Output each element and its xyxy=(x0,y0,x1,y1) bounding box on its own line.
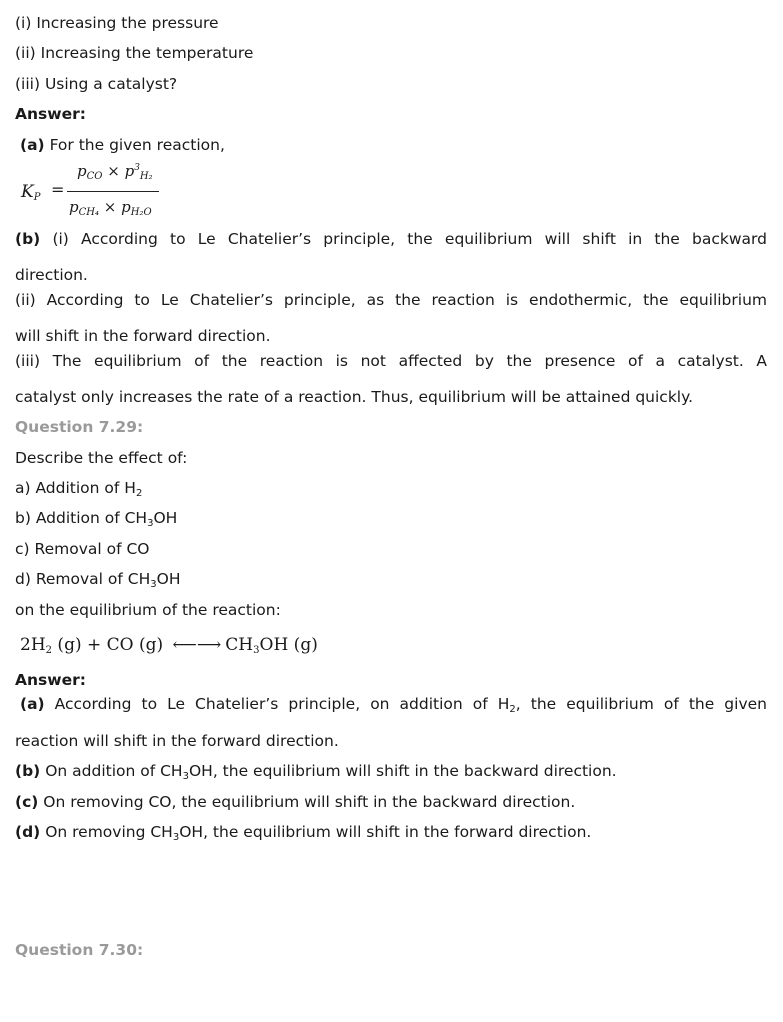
answer-ii-line2: will shift in the forward direction. xyxy=(15,327,271,346)
reaction-equation: $2H_2$ (g) + CO (g) ⟵⟶ $CH_3OH$ (g) xyxy=(15,625,767,665)
label-c-2: (c) xyxy=(15,792,39,811)
answer-a-text: For the given reaction, xyxy=(44,135,225,154)
question-item-c: c) Removal of CO xyxy=(15,539,150,558)
reversible-arrow-icon: ⟵⟶ xyxy=(172,635,222,656)
answer-a-intro xyxy=(15,130,767,160)
label-d-2: (d) xyxy=(15,822,41,841)
answer-ii-line1: (ii) According to Le Chatelier’s principle, as the reaction is endothermic, the equilibrium xyxy=(15,290,767,309)
question-item-d: d) Removal of $CH_3OH$ xyxy=(15,570,181,591)
option-iii: (iii) Using a catalyst? xyxy=(15,74,178,93)
answer-heading: Answer: xyxy=(15,105,86,124)
question-item-a: a) Addition of $H_2$ xyxy=(15,479,143,500)
response-c: (c) On removing CO, the equilibrium will shift in the backward direction. xyxy=(15,792,576,811)
label-a: (a) xyxy=(20,135,45,154)
question-item-b: b) Addition of $CH_3OH$ xyxy=(15,509,178,530)
label-a-2: (a) xyxy=(20,695,45,714)
question-7-30-heading: Question 7.30: xyxy=(15,941,144,960)
response-b: (b) On addition of $CH_3OH$, the equilibrium will shift in the backward direction. xyxy=(15,762,617,783)
kp-numerator: $p_{CO} \times p^3_{H_2}$ xyxy=(77,161,153,182)
answer-b-line1: (b) (i) According to Le Chatelier’s principle, the equilibrium will shift in the backward xyxy=(15,229,767,248)
kp-denominator: $p_{CH_4} \times p_{H_2O}$ xyxy=(69,197,152,218)
on-equilibrium-text: on the equilibrium of the reaction: xyxy=(15,600,281,619)
response-a-line2: reaction will shift in the forward direction. xyxy=(15,731,339,750)
document-page xyxy=(15,8,767,966)
equals-sign: = xyxy=(51,179,65,199)
answer-heading-2: Answer: xyxy=(15,671,86,690)
label-b-2: (b) xyxy=(15,762,41,781)
describe-prompt: Describe the effect of: xyxy=(15,448,188,467)
kp-formula xyxy=(15,160,767,230)
label-b: (b) xyxy=(15,229,41,248)
blank-space xyxy=(15,847,767,935)
answer-b-line2: direction. xyxy=(15,266,88,285)
option-ii: (ii) Increasing the temperature xyxy=(15,44,254,63)
option-i: (i) Increasing the pressure xyxy=(15,14,219,32)
question-7-29-heading: Question 7.29: xyxy=(15,418,144,437)
kp-symbol: $K_P$ xyxy=(21,181,41,203)
answer-iii-line2: catalyst only increases the rate of a reaction. Thus, equilibrium will be attained quickly. xyxy=(15,387,694,406)
response-a-line1: (a) According to Le Chatelier’s principle, on addition of $H_2$, the equilibrium of the given xyxy=(20,695,767,716)
response-d: (d) On removing $CH_3OH$, the equilibrium will shift in the forward direction. xyxy=(15,822,592,843)
answer-iii-line1: (iii) The equilibrium of the reaction is not affected by the presence of a catalyst. A xyxy=(15,351,767,370)
fraction-bar xyxy=(67,191,159,192)
